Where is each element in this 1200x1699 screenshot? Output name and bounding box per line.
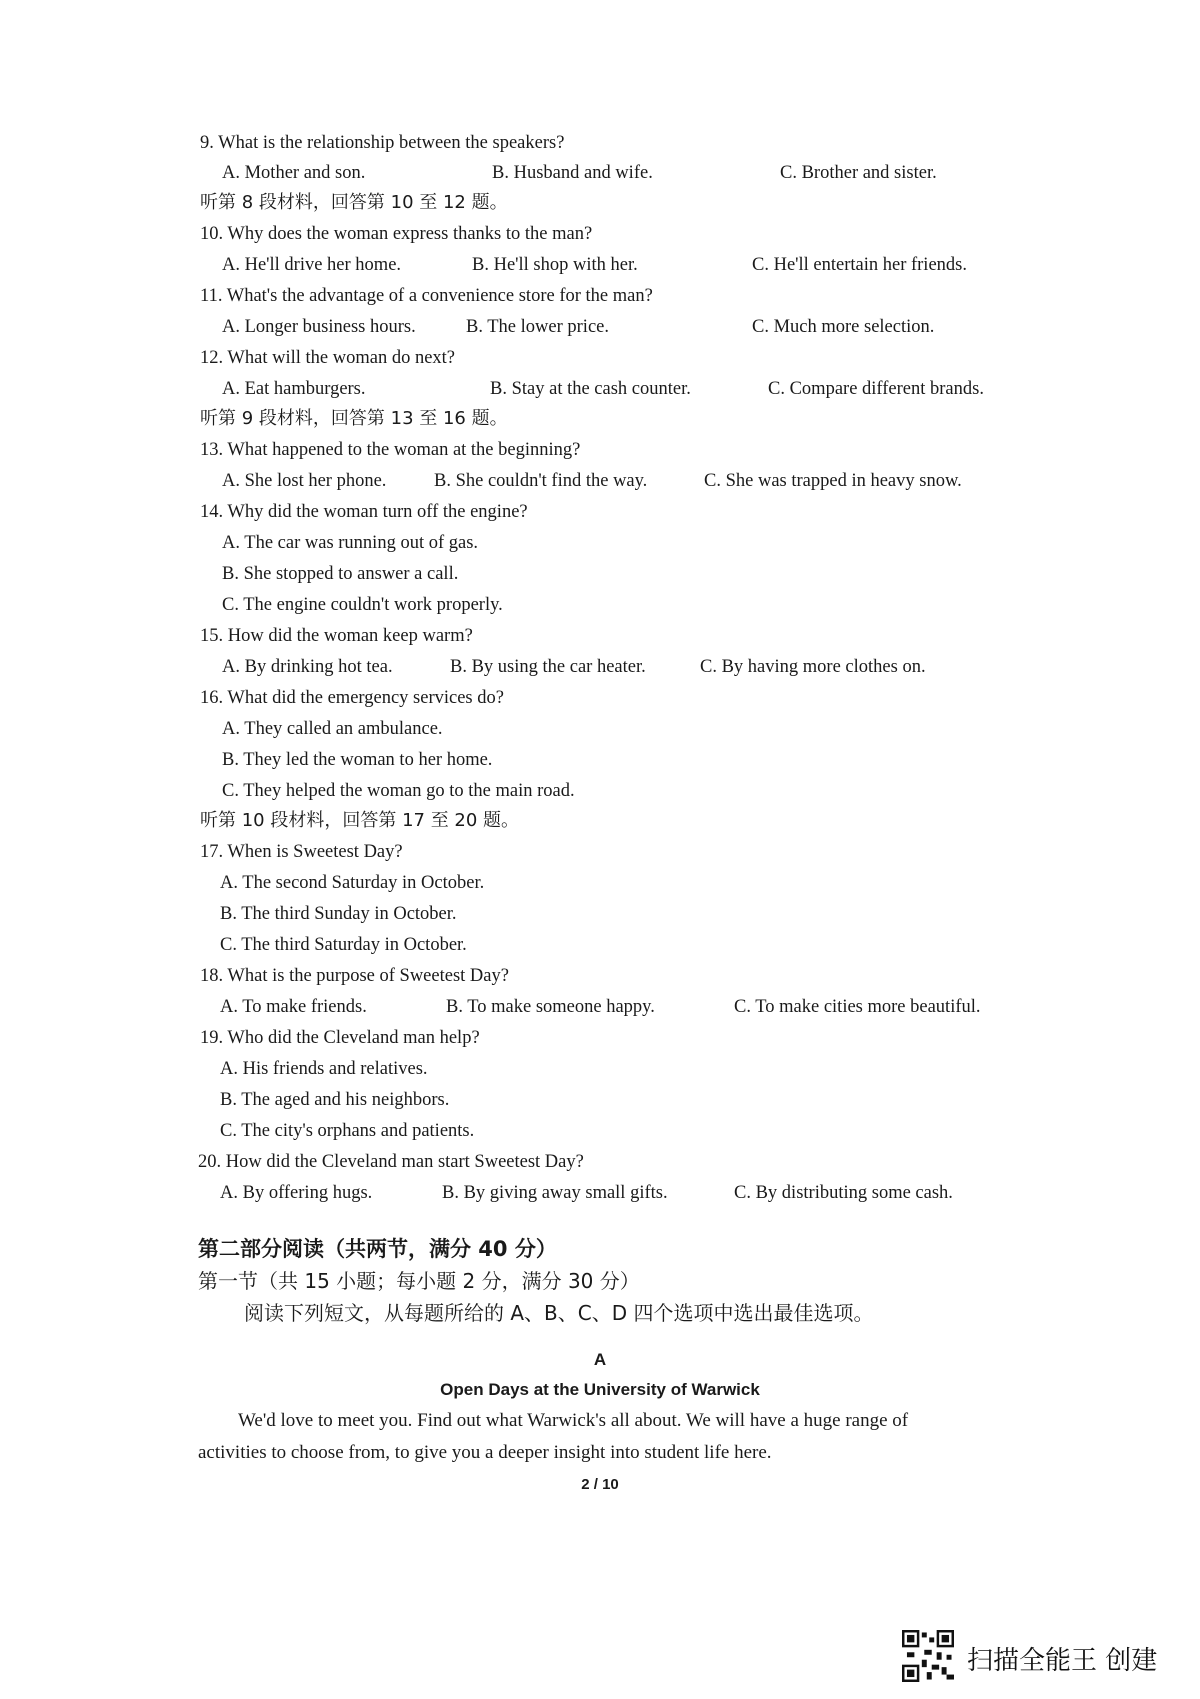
passage-line-2: activities to choose from, to give you a deeper insight into student life here. [198, 1442, 772, 1463]
question-9-stem: 9. What is the relationship between the speakers? [200, 133, 565, 153]
question-12-option-b: B. Stay at the cash counter. [490, 379, 691, 399]
question-19-stem: 19. Who did the Cleveland man help? [200, 1028, 480, 1048]
question-14-stem: 14. Why did the woman turn off the engine? [200, 502, 528, 522]
question-19-option-a: A. His friends and relatives. [220, 1059, 428, 1079]
question-11-option-c: C. Much more selection. [752, 317, 935, 337]
question-19-option-b: B. The aged and his neighbors. [220, 1090, 450, 1110]
passage-letter: A [593, 1350, 607, 1369]
question-16-option-b: B. They led the woman to her home. [222, 750, 493, 770]
question-12-option-a: A. Eat hamburgers. [222, 379, 366, 399]
question-10-option-a: A. He'll drive her home. [222, 255, 402, 275]
page-number: 2 / 10 [581, 1476, 619, 1493]
part-two-heading: 第二部分阅读（共两节，满分 40 分） [198, 1237, 557, 1261]
instruction-segment-9: 听第 9 段材料，回答第 13 至 16 题。 [200, 408, 508, 429]
question-20-option-c: C. By distributing some cash. [734, 1183, 953, 1203]
question-20-option-b: B. By giving away small gifts. [442, 1183, 668, 1203]
question-11-option-a: A. Longer business hours. [222, 317, 416, 337]
passage-title: Open Days at the University of Warwick [440, 1380, 760, 1399]
question-14-option-b: B. She stopped to answer a call. [222, 564, 459, 584]
instruction-segment-8: 听第 8 段材料，回答第 10 至 12 题。 [200, 192, 508, 213]
question-14-option-c: C. The engine couldn't work properly. [222, 595, 503, 615]
question-11-option-b: B. The lower price. [466, 317, 609, 337]
question-20-stem: 20. How did the Cleveland man start Sweetest Day? [198, 1152, 584, 1172]
question-16-option-a: A. They called an ambulance. [222, 719, 443, 739]
question-11-stem: 11. What's the advantage of a convenience store for the man? [200, 286, 653, 306]
question-19-option-c: C. The city's orphans and patients. [220, 1121, 475, 1141]
scanner-watermark-label: 扫描全能王 创建 [967, 1646, 1158, 1676]
question-18-stem: 18. What is the purpose of Sweetest Day? [200, 966, 509, 986]
question-15-stem: 15. How did the woman keep warm? [200, 626, 473, 646]
passage-line-1: We'd love to meet you. Find out what Warwick's all about. We will have a huge range of [238, 1410, 909, 1431]
question-17-option-a: A. The second Saturday in October. [220, 873, 485, 893]
question-18-option-c: C. To make cities more beautiful. [734, 997, 981, 1017]
question-10-stem: 10. Why does the woman express thanks to the man? [200, 224, 593, 244]
question-15-option-a: A. By drinking hot tea. [222, 657, 393, 677]
question-9-option-b: B. Husband and wife. [492, 163, 653, 183]
question-9-option-a: A. Mother and son. [222, 163, 366, 183]
question-16-stem: 16. What did the emergency services do? [200, 688, 504, 708]
section-one-heading: 第一节（共 15 小题；每小题 2 分，满分 30 分） [198, 1269, 640, 1293]
question-13-option-b: B. She couldn't find the way. [434, 471, 648, 491]
question-12-option-c: C. Compare different brands. [768, 379, 984, 399]
question-10-option-b: B. He'll shop with her. [472, 255, 638, 275]
question-15-option-b: B. By using the car heater. [450, 657, 646, 677]
question-12-stem: 12. What will the woman do next? [200, 348, 456, 368]
question-17-stem: 17. When is Sweetest Day? [200, 842, 403, 862]
question-15-option-c: C. By having more clothes on. [700, 657, 926, 677]
question-17-option-c: C. The third Saturday in October. [220, 935, 467, 955]
question-18-option-b: B. To make someone happy. [446, 997, 655, 1017]
question-13-stem: 13. What happened to the woman at the beginning? [200, 440, 581, 460]
question-9-option-c: C. Brother and sister. [780, 163, 937, 183]
qr-code-icon [902, 1630, 954, 1682]
instruction-segment-10: 听第 10 段材料，回答第 17 至 20 题。 [200, 810, 520, 831]
question-20-option-a: A. By offering hugs. [220, 1183, 373, 1203]
question-17-option-b: B. The third Sunday in October. [220, 904, 457, 924]
question-13-option-c: C. She was trapped in heavy snow. [704, 471, 962, 491]
question-14-option-a: A. The car was running out of gas. [222, 533, 479, 553]
reading-directions: 阅读下列短文，从每题所给的 A、B、C、D 四个选项中选出最佳选项。 [244, 1301, 874, 1325]
question-18-option-a: A. To make friends. [220, 997, 367, 1017]
question-10-option-c: C. He'll entertain her friends. [752, 255, 967, 275]
question-13-option-a: A. She lost her phone. [222, 471, 387, 491]
question-16-option-c: C. They helped the woman go to the main road. [222, 781, 575, 801]
